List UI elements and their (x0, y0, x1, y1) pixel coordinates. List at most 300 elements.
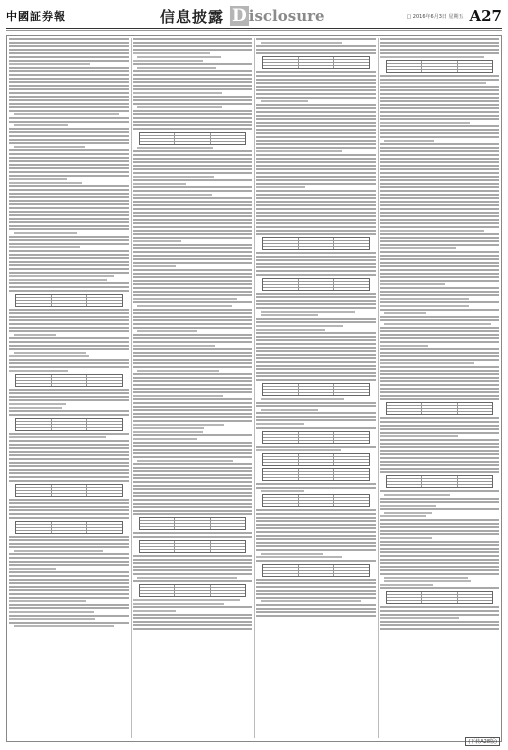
table-cell (263, 571, 299, 573)
text-line (256, 332, 376, 334)
table-block (386, 475, 494, 488)
text-line (256, 263, 376, 265)
table-row (263, 247, 369, 249)
table-cell (87, 295, 122, 297)
text-line (9, 185, 129, 187)
table-cell (458, 601, 493, 603)
table-cell (87, 531, 122, 533)
table-row (263, 66, 369, 68)
column-divider (131, 38, 132, 738)
text-line (256, 509, 376, 511)
text-line (380, 388, 500, 390)
text-line (380, 204, 500, 206)
text-line (9, 392, 129, 394)
table-cell (387, 403, 423, 405)
text-line (256, 427, 376, 429)
text-line (256, 542, 376, 544)
text-line (9, 88, 129, 90)
text-line (9, 246, 80, 248)
table-cell (140, 547, 176, 549)
text-line (256, 579, 376, 581)
text-line (133, 150, 253, 152)
table-cell (299, 384, 335, 386)
text-line (133, 341, 253, 343)
text-line (256, 118, 376, 120)
table-cell (263, 568, 299, 570)
table-cell (422, 70, 458, 72)
text-line (133, 165, 253, 167)
table-cell (87, 298, 122, 300)
table-cell (52, 488, 88, 490)
text-line (380, 154, 500, 156)
text-line (9, 355, 89, 357)
text-line (133, 510, 253, 512)
text-line (133, 45, 253, 47)
text-line (137, 106, 222, 108)
text-line (256, 604, 376, 606)
table-cell (175, 594, 211, 596)
table-row (387, 412, 493, 414)
text-line (9, 207, 129, 209)
table-block (139, 540, 247, 553)
text-line (137, 305, 232, 307)
text-line (256, 71, 376, 73)
table-cell (422, 67, 458, 69)
text-line (133, 628, 253, 630)
text-line (137, 460, 232, 462)
text-line (380, 309, 500, 311)
text-line (380, 208, 500, 210)
text-line (133, 258, 253, 260)
text-line (261, 490, 304, 492)
text-line (133, 413, 253, 415)
table-cell (458, 406, 493, 408)
text-line (380, 247, 457, 249)
text-line (133, 226, 253, 228)
text-line (256, 357, 376, 359)
text-line (133, 391, 253, 393)
text-line (133, 384, 253, 386)
text-line (133, 113, 253, 115)
table-cell (299, 441, 335, 443)
text-line (9, 414, 129, 416)
text-line (133, 176, 214, 178)
text-line (256, 122, 376, 124)
table-cell (299, 60, 335, 62)
text-line (256, 405, 376, 407)
text-line (9, 236, 129, 238)
text-line (380, 52, 500, 54)
text-line (256, 212, 376, 214)
text-line (133, 262, 253, 264)
table-cell (422, 61, 458, 63)
text-line (256, 111, 376, 113)
table-cell (299, 568, 335, 570)
text-line (256, 379, 376, 381)
text-line (9, 389, 129, 391)
text-line (133, 194, 212, 196)
table-cell (458, 485, 493, 487)
text-column (256, 38, 376, 738)
table-cell (211, 550, 246, 552)
text-line (133, 559, 253, 561)
text-line (133, 208, 253, 210)
text-line (380, 464, 500, 466)
table-cell (175, 524, 211, 526)
text-line (256, 416, 376, 418)
table-block (262, 237, 370, 250)
table-cell (87, 488, 122, 490)
text-line (9, 38, 129, 40)
text-line (9, 275, 114, 277)
text-line (380, 555, 500, 557)
text-line (9, 286, 129, 288)
text-line (256, 556, 342, 558)
text-line (380, 222, 500, 224)
text-line (9, 290, 129, 292)
text-line (9, 436, 106, 438)
text-line (9, 396, 129, 398)
text-line (133, 161, 253, 163)
table-row (16, 384, 122, 386)
masthead-rule-secondary (6, 30, 502, 31)
text-line (256, 545, 376, 547)
table-row (140, 594, 246, 596)
text-line (133, 110, 253, 112)
table-cell (387, 412, 423, 414)
text-line (9, 96, 129, 98)
text-line (380, 186, 500, 188)
text-line (133, 197, 253, 199)
text-line (256, 350, 376, 352)
text-line (9, 319, 129, 321)
table-cell (334, 57, 369, 59)
text-line (9, 476, 129, 478)
text-line (9, 272, 129, 274)
text-line (380, 370, 500, 372)
table-cell (299, 457, 335, 459)
text-line (380, 327, 500, 329)
text-line (256, 375, 376, 377)
table-cell (299, 574, 335, 576)
text-line (9, 399, 129, 401)
table-cell (422, 409, 458, 411)
text-line (9, 243, 129, 245)
table-cell (140, 524, 176, 526)
text-line (380, 158, 500, 160)
text-line (256, 197, 376, 199)
text-line (9, 330, 129, 332)
text-line (256, 93, 376, 95)
text-line (380, 439, 500, 441)
text-line (133, 614, 253, 616)
table-cell (334, 504, 369, 506)
text-line (133, 294, 253, 296)
text-line (256, 183, 376, 185)
text-line (256, 296, 376, 298)
text-line (133, 230, 253, 232)
table-cell (87, 494, 122, 496)
table-cell (387, 476, 423, 478)
text-line (256, 38, 376, 40)
text-line (133, 532, 253, 534)
text-line (133, 456, 253, 458)
text-line (133, 78, 253, 80)
text-line (9, 607, 129, 609)
text-line (133, 283, 253, 285)
text-line (256, 172, 376, 174)
text-line (14, 146, 85, 148)
table-cell (334, 501, 369, 503)
text-line (9, 615, 129, 617)
text-line (380, 628, 500, 630)
table-cell (334, 288, 369, 290)
text-line (133, 562, 253, 564)
table-cell (87, 378, 122, 380)
text-line (256, 483, 376, 485)
table-cell (263, 285, 299, 287)
table-cell (299, 387, 335, 389)
table-cell (211, 547, 246, 549)
table-block (262, 431, 370, 444)
text-line (380, 283, 445, 285)
table-cell (458, 61, 493, 63)
table-cell (299, 282, 335, 284)
masthead-rule (6, 28, 502, 29)
text-line (9, 337, 129, 339)
text-line (9, 103, 129, 105)
text-line (133, 92, 222, 94)
text-line (380, 621, 500, 623)
text-line (9, 171, 129, 173)
text-line (380, 251, 500, 253)
text-line (380, 118, 500, 120)
table-cell (175, 585, 211, 587)
text-line (133, 85, 253, 87)
table-cell (458, 482, 493, 484)
text-line (14, 232, 77, 234)
table-row (16, 304, 122, 306)
text-line (9, 444, 129, 446)
text-line (256, 593, 376, 595)
text-line (256, 372, 376, 374)
text-line (133, 319, 253, 321)
text-line (256, 611, 376, 613)
text-line (9, 218, 129, 220)
table-cell (52, 428, 88, 430)
table-cell (263, 441, 299, 443)
text-line (133, 536, 253, 538)
text-line (380, 56, 484, 58)
text-line (133, 470, 253, 472)
table-cell (334, 498, 369, 500)
text-line (380, 584, 434, 586)
text-line (384, 494, 449, 496)
text-line (133, 427, 204, 429)
text-line (380, 273, 500, 275)
table-cell (334, 247, 369, 249)
table-cell (87, 485, 122, 487)
table-cell (334, 279, 369, 281)
text-line (256, 339, 376, 341)
table-cell (211, 591, 246, 593)
table-cell (299, 571, 335, 573)
text-line (9, 106, 129, 108)
text-line (380, 377, 500, 379)
text-line (133, 49, 253, 51)
text-line (380, 624, 500, 626)
table-cell (16, 425, 52, 427)
text-line (380, 490, 500, 492)
table-cell (458, 412, 493, 414)
text-line (133, 96, 253, 98)
text-line (133, 503, 253, 505)
text-line (9, 264, 129, 266)
table-cell (422, 482, 458, 484)
table-cell (458, 476, 493, 478)
text-line (380, 244, 500, 246)
text-line (133, 477, 253, 479)
table-block (139, 517, 247, 530)
text-line (9, 178, 67, 180)
text-line (256, 140, 376, 142)
table-cell (299, 438, 335, 440)
text-line (380, 79, 500, 81)
text-line (380, 548, 500, 550)
text-line (256, 354, 376, 356)
table-cell (299, 66, 335, 68)
table-cell (140, 521, 176, 523)
text-line (133, 438, 197, 440)
table-cell (263, 282, 299, 284)
text-line (380, 453, 500, 455)
text-line (133, 219, 253, 221)
text-line (256, 270, 376, 272)
table-cell (175, 591, 211, 593)
table-cell (299, 432, 335, 434)
text-line (256, 524, 376, 526)
text-line (133, 495, 253, 497)
text-line (261, 314, 318, 316)
text-line (133, 280, 253, 282)
text-line (9, 506, 129, 508)
text-line (133, 599, 240, 601)
text-line (133, 337, 253, 339)
table-cell (458, 409, 493, 411)
text-line (380, 569, 500, 571)
table-cell (263, 288, 299, 290)
table-cell (422, 479, 458, 481)
text-line (133, 573, 253, 575)
table-cell (334, 571, 369, 573)
text-line (256, 300, 376, 302)
text-line (256, 161, 376, 163)
table-cell (299, 475, 335, 477)
text-line (9, 517, 129, 519)
table-cell (263, 241, 299, 243)
table-cell (263, 504, 299, 506)
table-cell (299, 238, 335, 240)
text-line (256, 513, 376, 515)
text-line (256, 179, 376, 181)
table-block (262, 564, 370, 577)
text-column (380, 38, 500, 738)
text-line (133, 276, 253, 278)
table-cell (334, 472, 369, 474)
text-line (137, 56, 221, 58)
table-cell (16, 378, 52, 380)
text-line (380, 183, 500, 185)
text-line (380, 176, 500, 178)
table-cell (175, 550, 211, 552)
page-number: A27 (469, 7, 502, 25)
text-line (133, 606, 253, 608)
table-cell (87, 525, 122, 527)
table-cell (16, 295, 52, 297)
table-cell (387, 61, 423, 63)
text-line (9, 568, 56, 570)
table-cell (140, 136, 176, 138)
table-cell (422, 476, 458, 478)
text-line (133, 617, 253, 619)
table-cell (140, 588, 176, 590)
text-line (14, 625, 114, 627)
table-cell (263, 498, 299, 500)
text-line (9, 564, 129, 566)
table-block (262, 383, 370, 396)
text-line (137, 330, 197, 332)
table-cell (263, 454, 299, 456)
text-line (380, 316, 500, 318)
text-line (9, 128, 129, 130)
text-line (133, 345, 216, 347)
table-cell (263, 393, 299, 395)
text-line (9, 164, 129, 166)
table-cell (334, 495, 369, 497)
table-row (140, 142, 246, 144)
text-line (256, 535, 376, 537)
text-line (380, 562, 500, 564)
text-line (380, 519, 500, 521)
text-line (133, 168, 253, 170)
text-line (9, 600, 86, 602)
table-cell (87, 491, 122, 493)
text-line (9, 254, 129, 256)
text-line (256, 325, 343, 327)
text-line (9, 561, 129, 563)
text-line (380, 201, 500, 203)
section-title-english-rest: isclosure (248, 7, 325, 25)
text-line (380, 428, 500, 430)
table-cell (16, 419, 52, 421)
text-line (9, 557, 129, 559)
text-line (133, 244, 253, 246)
text-line (9, 250, 129, 252)
table-cell (263, 574, 299, 576)
table-cell (140, 585, 176, 587)
table-cell (334, 454, 369, 456)
text-line (9, 618, 95, 620)
table-row (263, 478, 369, 480)
text-line (9, 543, 129, 545)
table-cell (52, 378, 88, 380)
text-line (133, 377, 253, 379)
text-line (380, 432, 500, 434)
text-line (380, 421, 500, 423)
text-line (14, 124, 68, 126)
text-line (9, 196, 129, 198)
text-line (256, 82, 376, 84)
